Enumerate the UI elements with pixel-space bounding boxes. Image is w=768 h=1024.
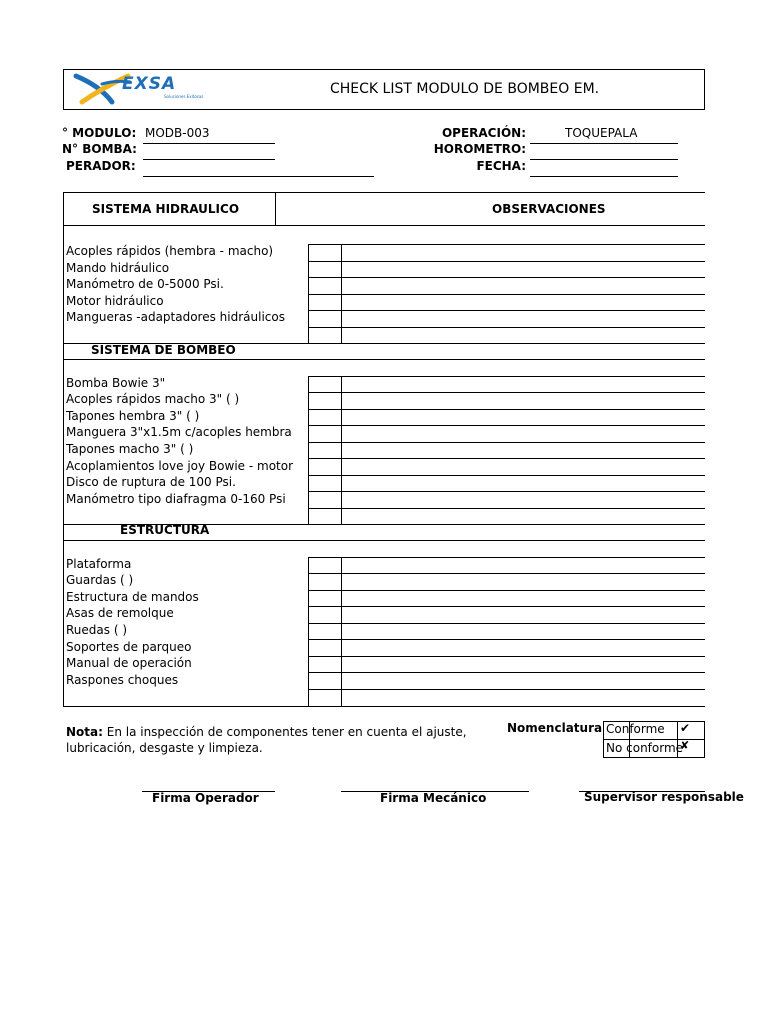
row-line bbox=[308, 639, 705, 640]
row-line bbox=[308, 294, 705, 295]
list-item-estructura-7: Manual de operación bbox=[66, 656, 192, 670]
firma-supervisor-label: Supervisor responsable bbox=[584, 790, 744, 804]
row-line bbox=[308, 392, 705, 393]
section-title-estructura: ESTRUCTURA bbox=[120, 523, 210, 537]
table-header-divider bbox=[275, 192, 276, 225]
row-line bbox=[308, 409, 705, 410]
nomenclatura-label: Nomenclatura bbox=[507, 721, 603, 735]
list-item-estructura-6: Soportes de parqueo bbox=[66, 640, 192, 654]
list-item-hidraulico-2: Mando hidráulico bbox=[66, 261, 170, 275]
operador-label: PERADOR: bbox=[66, 159, 136, 173]
row-line bbox=[308, 261, 705, 262]
list-item-hidraulico-4: Motor hidráulico bbox=[66, 294, 164, 308]
horometro-underline[interactable] bbox=[530, 159, 678, 160]
table-bottom-border bbox=[63, 706, 705, 707]
check-column-left bbox=[308, 376, 309, 524]
modulo-value[interactable]: MODB-003 bbox=[145, 126, 210, 140]
row-line bbox=[308, 277, 705, 278]
operacion-label: OPERACIÓN: bbox=[441, 126, 526, 140]
nomenclatura-no-conforme: No conforme bbox=[606, 741, 684, 755]
header-observaciones: OBSERVACIONES bbox=[492, 202, 606, 216]
row-line bbox=[308, 442, 705, 443]
row-line bbox=[308, 672, 705, 673]
list-item-estructura-2: Guardas ( ) bbox=[66, 573, 134, 587]
row-line bbox=[308, 425, 705, 426]
nota-label: Nota: bbox=[66, 725, 103, 739]
section-divider bbox=[63, 540, 705, 541]
list-item-estructura-4: Asas de remolque bbox=[66, 606, 174, 620]
operador-underline[interactable] bbox=[143, 176, 374, 177]
section-title-bombeo: SISTEMA DE BOMBEO bbox=[91, 343, 236, 357]
check-column-right bbox=[341, 557, 342, 706]
list-item-bombeo-2: Acoples rápidos macho 3" ( ) bbox=[66, 392, 240, 406]
row-line bbox=[308, 458, 705, 459]
list-item-bombeo-8: Manómetro tipo diafragma 0-160 Psi bbox=[66, 492, 286, 506]
list-item-bombeo-1: Bomba Bowie 3" bbox=[66, 376, 166, 390]
list-item-estructura-8: Raspones choques bbox=[66, 673, 179, 687]
row-line bbox=[308, 689, 705, 690]
row-line bbox=[308, 475, 705, 476]
fecha-underline[interactable] bbox=[530, 176, 678, 177]
page-title: CHECK LIST MODULO DE BOMBEO EM. bbox=[330, 81, 600, 97]
row-line bbox=[308, 376, 705, 377]
row-line bbox=[308, 310, 705, 311]
table-left-border bbox=[63, 192, 64, 707]
list-item-hidraulico-1: Acoples rápidos (hembra - macho) bbox=[66, 244, 274, 258]
bomba-underline[interactable] bbox=[143, 159, 275, 160]
list-item-hidraulico-3: Manómetro de 0-5000 Psi. bbox=[66, 277, 224, 291]
modulo-label: ° MODULO: bbox=[62, 126, 137, 140]
nota-line-2: lubricación, desgaste y limpieza. bbox=[66, 741, 263, 755]
list-item-estructura-1: Plataforma bbox=[66, 557, 132, 571]
list-item-estructura-3: Estructura de mandos bbox=[66, 590, 199, 604]
firma-mecanico-label: Firma Mecánico bbox=[380, 791, 487, 805]
nota-line-1 bbox=[66, 725, 467, 739]
operacion-value[interactable]: TOQUEPALA bbox=[565, 126, 638, 140]
row-line bbox=[308, 573, 705, 574]
horometro-label: HOROMETRO: bbox=[433, 142, 526, 156]
row-line bbox=[308, 508, 705, 509]
firma-operador-label: Firma Operador bbox=[152, 791, 259, 805]
fecha-label: FECHA: bbox=[476, 159, 526, 173]
section-divider bbox=[63, 359, 705, 360]
table-top-border bbox=[63, 192, 705, 193]
check-column-right bbox=[341, 376, 342, 524]
bomba-label: N° BOMBA: bbox=[62, 142, 137, 156]
modulo-underline bbox=[143, 143, 275, 144]
list-item-bombeo-7: Disco de ruptura de 100 Psi. bbox=[66, 475, 236, 489]
list-item-bombeo-3: Tapones hembra 3" ( ) bbox=[66, 409, 200, 423]
nomenclatura-conforme: Conforme bbox=[606, 722, 665, 736]
list-item-estructura-5: Ruedas ( ) bbox=[66, 623, 128, 637]
row-line bbox=[308, 606, 705, 607]
logo-text: EXSA bbox=[122, 74, 177, 94]
table-header-bottom bbox=[63, 225, 705, 226]
check-mark-icon: ✔ bbox=[680, 721, 691, 735]
list-item-bombeo-5: Tapones macho 3" ( ) bbox=[66, 442, 194, 456]
list-item-hidraulico-5: Mangueras -adaptadores hidráulicos bbox=[66, 310, 285, 324]
logo-tagline: Soluciones Exitosas bbox=[164, 94, 204, 99]
nota-text-1: En la inspección de componentes tener en cuenta el ajuste, bbox=[102, 725, 467, 739]
list-item-bombeo-4: Manguera 3"x1.5m c/acoples hembra bbox=[66, 425, 292, 439]
row-line bbox=[308, 656, 705, 657]
row-line bbox=[308, 244, 705, 245]
row-line bbox=[308, 491, 705, 492]
row-line bbox=[308, 590, 705, 591]
operacion-underline bbox=[530, 143, 678, 144]
header-sistema-hidraulico: SISTEMA HIDRAULICO bbox=[92, 202, 240, 216]
company-logo bbox=[72, 72, 222, 106]
list-item-bombeo-6: Acoplamientos love joy Bowie - motor bbox=[66, 459, 294, 473]
row-line bbox=[308, 623, 705, 624]
cross-mark-icon: ✘ bbox=[680, 739, 690, 752]
check-column-left bbox=[308, 557, 309, 706]
row-line bbox=[308, 557, 705, 558]
row-line bbox=[308, 327, 705, 328]
